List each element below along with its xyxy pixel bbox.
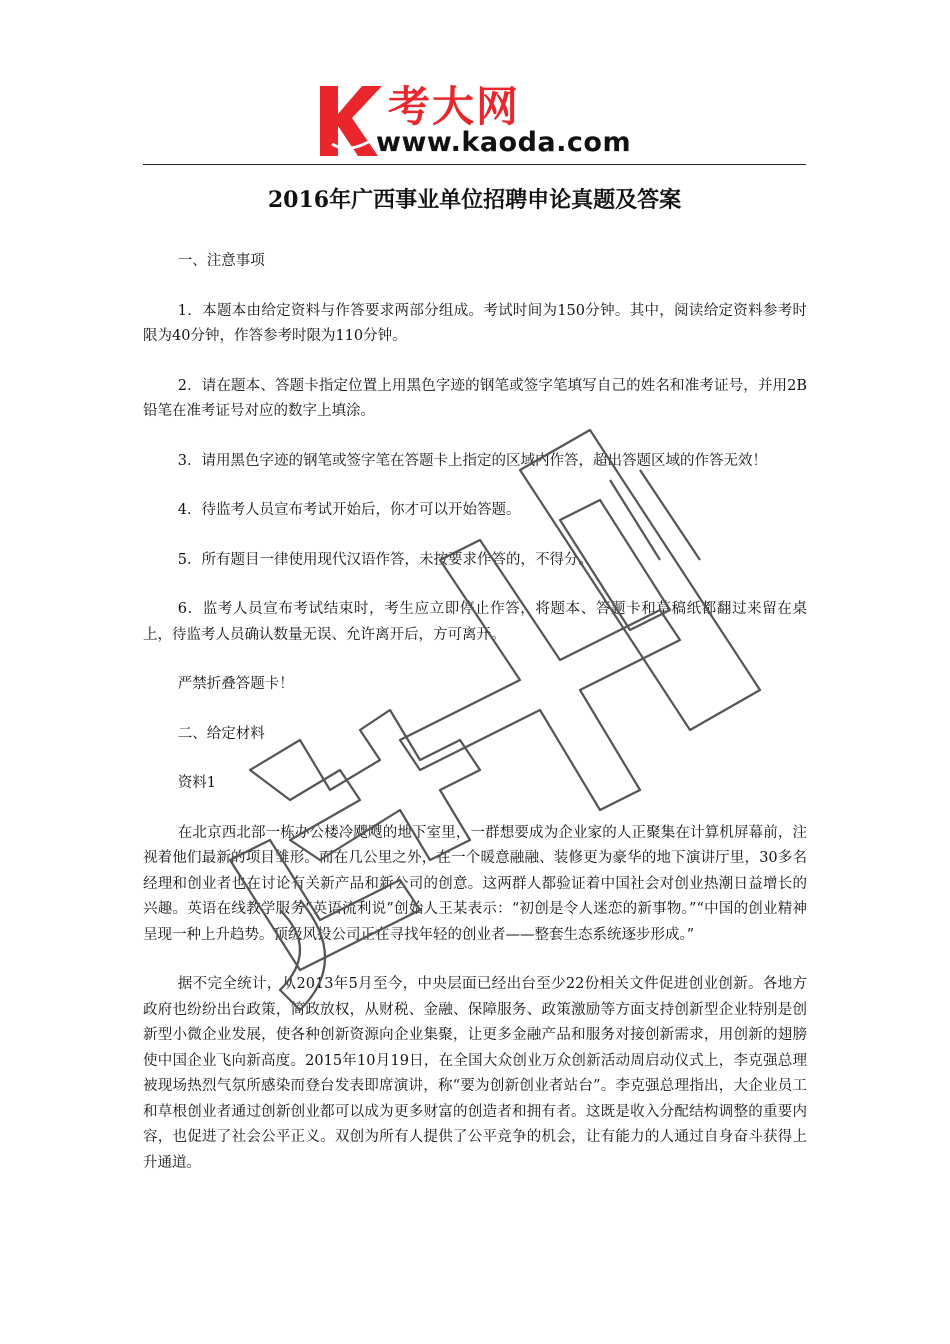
paragraph: 5．所有题目一律使用现代汉语作答，未按要求作答的，不得分。 <box>177 551 594 568</box>
paragraph: 6．监考人员宣布考试结束时，考生应立即停止作答，将题本、答题卡和草稿纸都翻过来留在桌上，待监考人员确认数量无误、允许离开后，方可离开。 <box>143 601 807 643</box>
paragraph: 据不完全统计，从2013年5月至今，中央层面已经出台至少22份相关文件促进创业创新。各地方政府也纷纷出台政策，简政放权，从财税、金融、保障服务、政策激励等方面支持创新型企业特别是创新型小微企业发展，使各种创新资源向企业集聚，让更多金融产品和服务对接创新需求，用创新的翅膀使中国企业飞向新高度。2015年10月19日，在全国大众创业万众创新活动周启动仪式上，李克强总理被现场热烈气氛所感染而登台发表即席演讲，称“要为创新创业者站台”。李克强总理指出，大企业员工和草根创业者通过创新创业都可以成为更多财富的创造者和拥有者。这既是收入分配结构调整的重要内容，也促进了社会公平正义。双创为所有人提供了公平竞争的机会，让有能力的人通过自身奋斗获得上升通道。 <box>143 976 807 1171</box>
header-divider <box>143 164 806 165</box>
page-title: 2016年广西事业单位招聘申论真题及答案 <box>267 187 682 213</box>
paragraph: 1．本题本由给定资料与作答要求两部分组成。考试时间为150分钟。其中，阅读给定资料参考时限为40分钟，作答参考时限为110分钟。 <box>143 302 807 344</box>
paragraph: 3．请用黑色字迹的钢笔或签字笔在答题卡上指定的区域内作答，超出答题区域的作答无效！ <box>177 452 768 469</box>
paragraph: 一、注意事项 <box>177 253 265 269</box>
paragraph: 二、给定材料 <box>177 725 265 742</box>
k-logo-icon <box>318 84 384 158</box>
brand-url: www.kaoda.com <box>376 127 632 158</box>
brand-name: 考大网 <box>388 82 521 131</box>
paragraph: 2．请在题本、答题卡指定位置上用黑色字迹的钢笔或签字笔填写自己的姓名和准考证号，并用2B铅笔在准考证号对应的数字上填涂。 <box>143 377 807 419</box>
kaoda-logo <box>318 84 640 160</box>
paragraph: 在北京西北部一栋办公楼冷飕飕的地下室里，一群想要成为企业家的人正聚集在计算机屏幕前，注视着他们最新的项目雏形。而在几公里之外，在一个暖意融融、装修更为豪华的地下演讲厅里，30多名经理和创业者也在讨论有关新产品和新公司的创意。这两群人都验证着中国社会对创业热潮日益增长的兴趣。英语在线教学服务“英语流利说”创始人王某表示：“初创是令人迷恋的新事物。”“中国的创业精神呈现一种上升趋势。顶级风投公司正在寻找年轻的创业者——整套生态系统逐步形成。” <box>143 824 807 943</box>
document-body <box>143 249 807 1200</box>
paragraph: 资料1 <box>177 775 217 791</box>
paragraph: 严禁折叠答题卡！ <box>177 676 294 692</box>
paragraph: 4．待监考人员宣布考试开始后，你才可以开始答题。 <box>177 502 521 518</box>
